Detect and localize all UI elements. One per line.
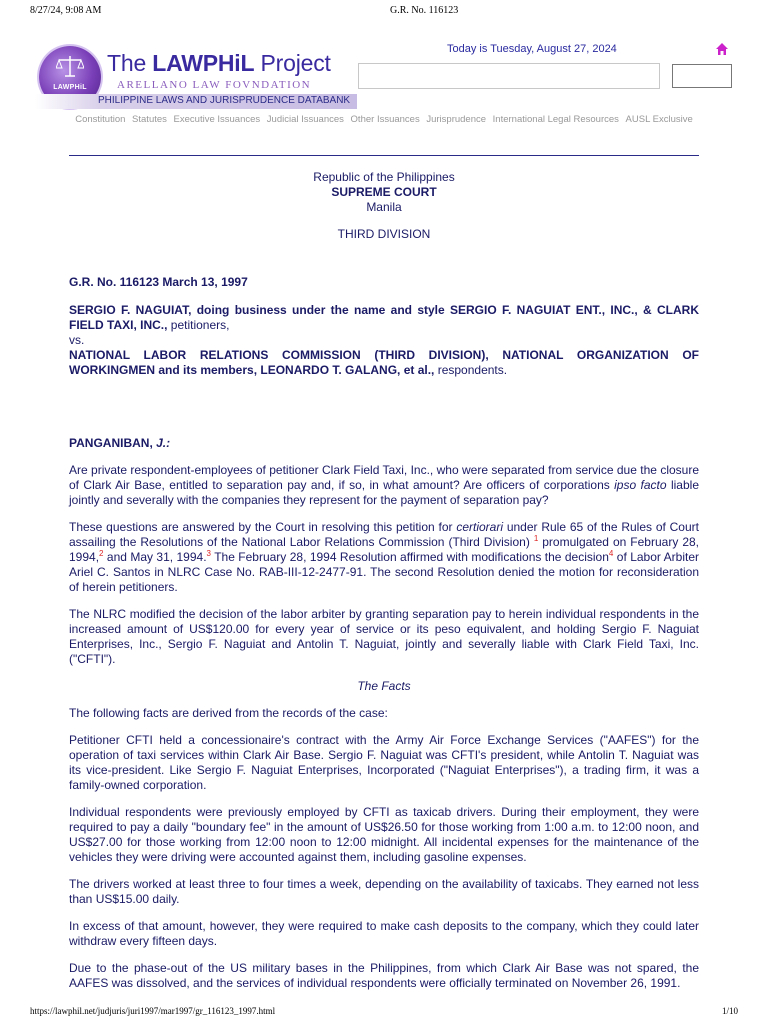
court-name: SUPREME COURT <box>331 185 437 199</box>
nav-ausl-exclusive[interactable]: AUSL Exclusive <box>625 114 693 125</box>
main-nav <box>0 114 768 125</box>
case-parties: SERGIO F. NAGUIAT, doing business under the name and style SERGIO F. NAGUIAT ENT., INC., & CLARK FIELD TAXI, INC., petitioners, vs. NATIONAL LABOR RELATIONS COMMISSION (THIRD DIVISION), NATIONAL ORGANIZATION OF WORKINGMEN and its members, LEONARDO T. GALANG, et al., respondents. <box>69 303 699 377</box>
paragraph-3: The NLRC modified the decision of the labor arbiter by granting separation pay to herein individual respondents in the increased amount of US$120.00 for every year of service or its peso equivalent, and holding Sergio F. Naguiat Enterprises, Inc., Sergio F. Naguiat and Antolin T. Naguiat, jointly and severally liable with Clark Field Taxi, Inc. ("CFTI"). <box>69 607 699 666</box>
logo-band-text: PHILIPPINE LAWS AND JURISPRUDENCE DATABANK <box>98 95 351 106</box>
case-number: G.R. No. 116123 March 13, 1997 <box>69 275 248 289</box>
footnote-3-link[interactable]: 3 <box>206 549 211 558</box>
nav-international-legal-resources[interactable]: International Legal Resources <box>492 114 619 125</box>
division: THIRD DIVISION <box>337 227 431 241</box>
nav-other-issuances[interactable]: Other Issuances <box>350 114 420 125</box>
paragraph-6: Individual respondents were previously employed by CFTI as taxicab drivers. During their employment, they were required to pay a daily "boundary fee" in the amount of US$26.50 for those working from 1:00 a.m. to 12:00 noon, and US$27.00 for those working from 12:00 noon to 12:00 midnight. All incidental expenses for the maintenance of the vehicles they were driving were accounted against them, including gasoline expenses. <box>69 805 699 864</box>
paragraph-7: The drivers worked at least three to four times a week, depending on the availability of taxicabs. They earned not less than US$15.00 daily. <box>69 877 699 906</box>
logo-band <box>35 94 357 109</box>
logo-subtitle: ARELLANO LAW FOVNDATION <box>117 79 312 91</box>
footnote-2-link[interactable]: 2 <box>99 549 104 558</box>
nav-constitution[interactable]: Constitution <box>75 114 126 125</box>
paragraph-8: In excess of that amount, however, they were required to make cash deposits to the company, which they could later withdraw every fifteen days. <box>69 919 699 948</box>
seal-text: LAWPHiL <box>53 84 87 91</box>
petitioners: SERGIO F. NAGUIAT, doing business under the name and style SERGIO F. NAGUIAT ENT., INC., & CLARK FIELD TAXI, INC., <box>69 303 699 332</box>
logo-title: The LAWPHiL Project <box>107 50 331 76</box>
home-icon[interactable] <box>715 42 729 56</box>
paragraph-1: Are private respondent-employees of petitioner Clark Field Taxi, Inc., who were separated from service due the closure of Clark Air Base, entitled to separation pay and, if so, in what amount? Are officers of corporations ipso facto liable jointly and severally with the companies they represent for the payment of separation pay? <box>69 463 699 507</box>
republic-line: Republic of the Philippines <box>313 170 455 184</box>
footnote-4-link[interactable]: 4 <box>608 549 614 558</box>
nav-executive-issuances[interactable]: Executive Issuances <box>173 114 261 125</box>
paragraph-9: Due to the phase-out of the US military bases in the Philippines, from which Clark Air Base was not spared, the AAFES was dissolved, and the services of individual respondents were officially terminated on November 26, 1991. <box>69 961 699 990</box>
print-url: https://lawphil.net/judjuris/juri1997/mar1997/gr_116123_1997.html <box>30 1006 276 1016</box>
footnote-1-link[interactable]: 1 <box>533 534 539 543</box>
search-input[interactable] <box>358 63 660 89</box>
lawphil-logo[interactable] <box>35 42 365 112</box>
nav-judicial-issuances[interactable]: Judicial Issuances <box>266 114 344 125</box>
print-title: G.R. No. 116123 <box>390 5 459 16</box>
print-page-number: 1/10 <box>721 1006 738 1016</box>
ponente: PANGANIBAN, J.: <box>69 436 171 450</box>
today-date: Today is Tuesday, August 27, 2024 <box>447 43 617 55</box>
print-header <box>0 0 768 18</box>
scales-of-justice-icon <box>56 54 84 80</box>
paragraph-4: The following facts are derived from the records of the case: <box>69 706 388 720</box>
facts-heading: The Facts <box>357 679 411 693</box>
divider <box>69 155 699 156</box>
nav-statutes[interactable]: Statutes <box>132 114 167 125</box>
nav-jurisprudence[interactable]: Jurisprudence <box>426 114 487 125</box>
paragraph-5: Petitioner CFTI held a concessionaire's contract with the Army Air Force Exchange Services ("AAFES") for the operation of taxi services within Clark Air Base. Sergio F. Naguiat was CFTI's president, while Antolin T. Naguiat was its vice-president. Like Sergio F. Naguiat Enterprises, Incorporated ("Naguiat Enterprises"), a trading firm, it was a family-owned corporation. <box>69 733 699 792</box>
paragraph-2: These questions are answered by the Court in resolving this petition for certiorari under Rule 65 of the Rules of Court assailing the Resolutions of the National Labor Relations Commission (Third Division) $^1$ promulgated on February 28, 1994,$^2$ and May 31, 1994.$^3$ The February 28, 1994 Resolution affirmed with modifications the decision$^4$ of Labor Arbiter Ariel C. Santos in NLRC Case No. RAB-III-12-2477-91. The second Resolution denied the motion for reconsideration of herein petitioners. <box>69 520 699 594</box>
print-footer <box>0 996 768 1024</box>
versus: vs. <box>69 333 85 347</box>
print-datetime: 8/27/24, 9:08 AM <box>30 5 102 16</box>
court-city: Manila <box>366 200 402 214</box>
search-button[interactable] <box>672 64 732 88</box>
court-header <box>69 170 699 242</box>
respondents: NATIONAL LABOR RELATIONS COMMISSION (THIRD DIVISION), NATIONAL ORGANIZATION OF WORKINGMEN and its members, LEONARDO T. GALANG, et al., <box>69 348 699 377</box>
decision-body <box>69 170 699 991</box>
